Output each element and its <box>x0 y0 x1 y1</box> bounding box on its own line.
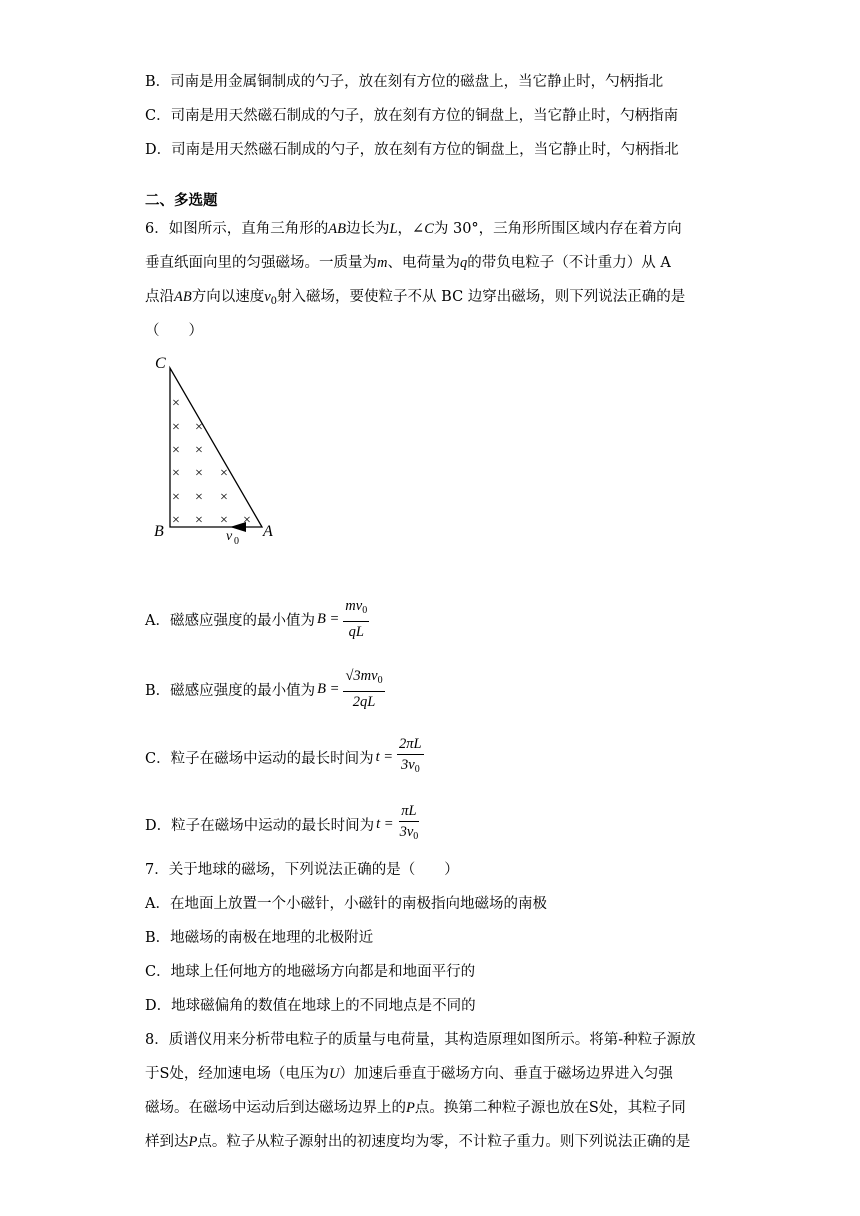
q8-stem-line-3 <box>145 1098 686 1118</box>
field-cross: × <box>172 396 180 411</box>
magnetic-field-crosses <box>172 396 251 528</box>
fraction <box>398 801 421 847</box>
field-cross: × <box>172 443 180 458</box>
prev-option-d: D．司南是用天然磁石制成的勺子，放在刻有方位的铜盘上，当它静止时，勺柄指北 <box>145 142 679 158</box>
q6-text: 、电荷量为 <box>387 255 460 271</box>
q6-text: 为 30°，三角形所围区域内存在着方向 <box>433 221 682 237</box>
option-text: C．粒子在磁场中运动的最长时间为 <box>145 750 374 767</box>
label-c: C <box>155 355 166 372</box>
q6-text: 垂直纸面向里的匀强磁场。一质量为 <box>145 255 377 271</box>
prev-option-c: C．司南是用天然磁石制成的勺子，放在刻有方位的铜盘上，当它静止时，勺柄指南 <box>145 108 679 124</box>
q6-var-c: C <box>424 221 434 237</box>
field-cross: × <box>243 513 251 528</box>
numerator: $mv_0$ <box>343 596 369 622</box>
q6-var-q: q <box>459 255 468 271</box>
option-text: D．粒子在磁场中运动的最长时间为 <box>145 817 375 834</box>
q6-var-l: L <box>389 221 398 237</box>
q6-text: 的带负电粒子（不计重力）从 A <box>467 255 671 271</box>
q6-text: 边长为 <box>345 221 390 237</box>
label-b: B <box>154 523 164 540</box>
math-lhs: B = <box>317 680 340 697</box>
q8-text: 点。粒子从粒子源射出的初速度均为零，不计粒子重力。则下列说法正确的是 <box>197 1134 691 1150</box>
section-title: 二、多选题 <box>145 192 218 209</box>
q6-option-c <box>145 734 424 780</box>
q6-option-d <box>145 801 420 847</box>
q6-text: 射入磁场，要使粒子不从 BC 边穿出磁场，则下列说法正确的是 <box>277 289 686 305</box>
q6-text: 点沿 <box>145 289 174 305</box>
q6-stem-line-1 <box>145 219 682 239</box>
q8-stem-line-2 <box>145 1064 673 1084</box>
field-cross: × <box>220 513 228 528</box>
q6-option-a <box>145 596 369 642</box>
field-cross: × <box>195 466 203 481</box>
label-v-sub: 0 <box>234 536 239 547</box>
denominator: 2qL <box>352 694 376 710</box>
q7-option-a: A．在地面上放置一个小磁针，小磁针的南极指向地磁场的南极 <box>145 896 547 912</box>
field-cross: × <box>172 466 180 481</box>
q8-text: 磁场。在磁场中运动后到达磁场边界上的 <box>145 1100 406 1116</box>
q6-stem-line-2 <box>145 253 671 273</box>
q8-text: 点。换第二种粒子源也放在S处，其粒子同 <box>414 1100 686 1116</box>
fraction <box>343 666 384 712</box>
label-a: A <box>263 523 273 540</box>
field-cross: × <box>172 513 180 528</box>
q6-stem-line-3 <box>145 287 685 312</box>
q6-var-ab: AB <box>328 221 346 237</box>
q8-var-p: P <box>188 1134 198 1150</box>
q8-stem-line-4 <box>145 1132 690 1152</box>
q8-var-u: U <box>328 1066 340 1082</box>
q6-var-v: v <box>264 289 271 305</box>
label-v: v <box>226 529 233 544</box>
numerator: πL <box>399 801 418 822</box>
option-text: B．磁感应强度的最小值为 <box>145 682 316 699</box>
q6-text: 方向以速度 <box>191 289 265 305</box>
q8-stem-line-1: 8．质谱仪用来分析带电粒子的质量与电荷量，其构造原理如图所示。将第-种粒子源放 <box>145 1032 696 1048</box>
q8-var-p: P <box>406 1100 415 1116</box>
numerator: $√3mv_0$ <box>343 666 384 692</box>
fraction <box>397 734 424 780</box>
q8-text: 样到达 <box>145 1134 189 1150</box>
denominator: qL <box>348 624 364 640</box>
q6-var-m: m <box>377 255 388 271</box>
field-cross: × <box>195 443 203 458</box>
field-cross: × <box>195 513 203 528</box>
triangle-outline <box>170 368 262 527</box>
field-cross: × <box>195 420 203 435</box>
q6-option-b <box>145 666 385 712</box>
numerator: 2πL <box>397 734 424 755</box>
q7-option-b: B．地磁场的南极在地理的北极附近 <box>145 930 374 946</box>
q7-option-d: D．地球磁偏角的数值在地球上的不同地点是不同的 <box>145 998 476 1014</box>
q6-var-v-sub: 0 <box>270 296 278 307</box>
fraction <box>343 596 369 642</box>
q6-stem-line-4: （ ） <box>145 323 203 339</box>
prev-option-b: B．司南是用金属铜制成的勺子，放在刻有方位的磁盘上，当它静止时，勺柄指北 <box>145 74 664 90</box>
denominator: $3v_0$ <box>399 824 419 842</box>
q8-text: ）加速后垂直于磁场方向、垂直于磁场边界进入匀强 <box>339 1066 673 1082</box>
math-lhs: t = <box>375 748 394 765</box>
field-cross: × <box>195 490 203 505</box>
option-text: A．磁感应强度的最小值为 <box>145 612 315 629</box>
q7-option-c: C．地球上任何地方的地磁场方向都是和地面平行的 <box>145 964 476 980</box>
q6-triangle-figure <box>150 350 280 550</box>
math-lhs: t = <box>376 815 394 832</box>
field-cross: × <box>172 420 180 435</box>
field-cross: × <box>220 490 228 505</box>
math-lhs: B = <box>316 610 340 627</box>
q7-stem: 7．关于地球的磁场，下列说法正确的是（ ） <box>145 862 459 878</box>
denominator: $3v_0$ <box>401 757 420 775</box>
field-cross: × <box>220 466 228 481</box>
q8-text: 于S处，经加速电场（电压为 <box>145 1066 329 1082</box>
q6-text: ，∠ <box>397 221 425 237</box>
q6-var-ab: AB <box>174 289 192 305</box>
q6-text: 6．如图所示，直角三角形的 <box>145 221 329 237</box>
field-cross: × <box>172 490 180 505</box>
